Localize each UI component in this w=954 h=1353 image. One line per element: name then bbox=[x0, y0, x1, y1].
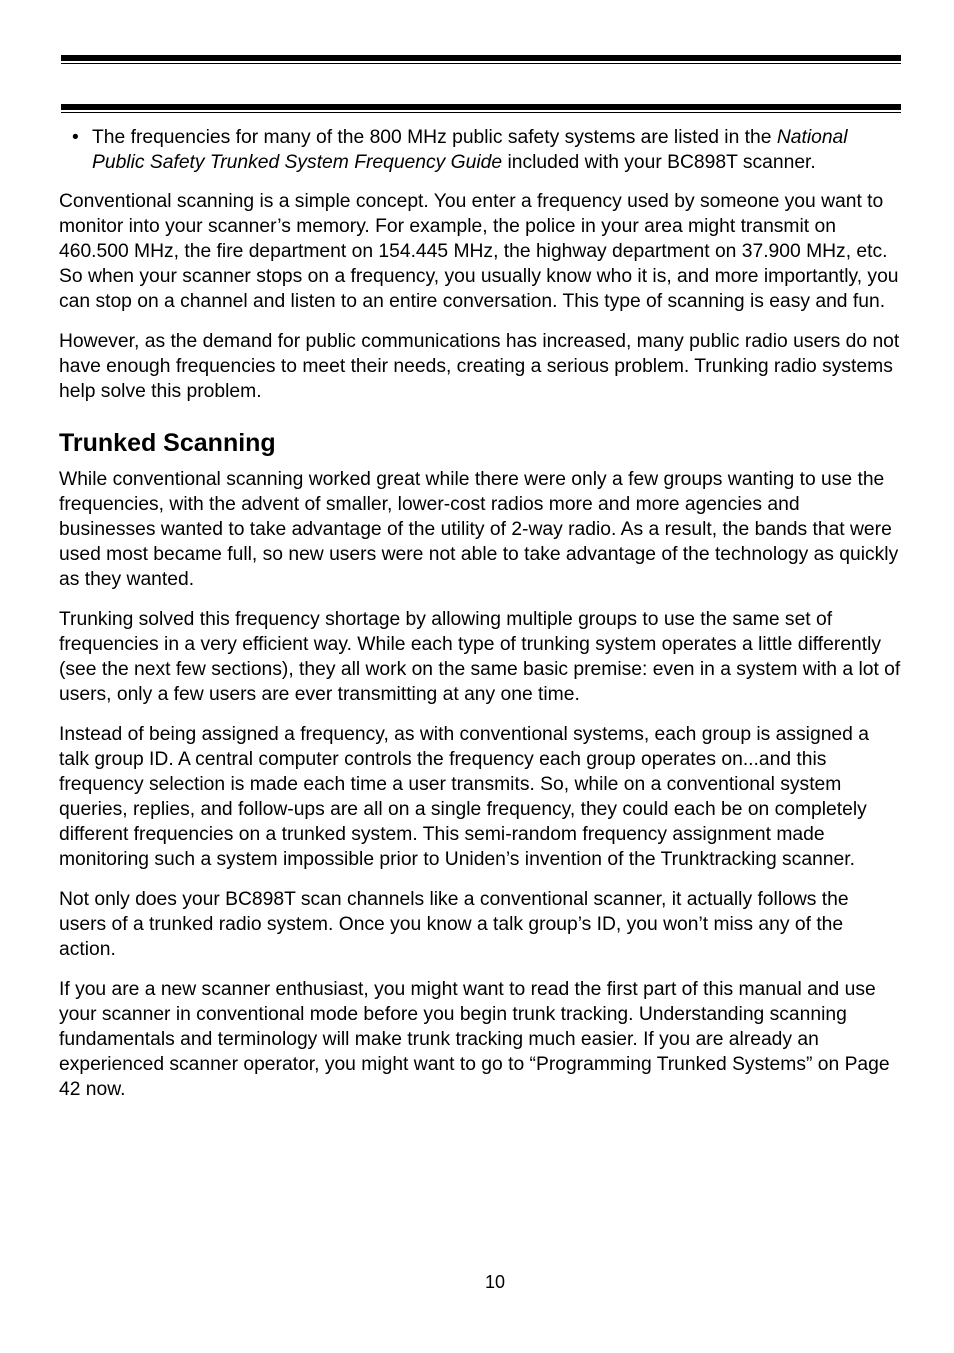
intro-paragraph-2: However, as the demand for public communications has increased, many public radio users do not have enough frequencies to meet their needs, creating a serious problem. Trunking radio systems help solve this problem. bbox=[59, 331, 900, 402]
header-rule-second bbox=[61, 104, 901, 113]
header-rule-top bbox=[61, 55, 901, 64]
page-number: 10 bbox=[484, 1272, 506, 1292]
page-content bbox=[59, 125, 901, 1117]
section-paragraph-5: If you are a new scanner enthusiast, you might want to read the first part of this manual and use your scanner in conventional mode before you begin trunk tracking. Understanding scanning fundamentals and terminology will make trunk tracking much easier. If you are already an experienced scanner operator, you might want to go to “Programming Trunked Systems” on Page 42 now. bbox=[59, 979, 890, 1100]
bullet-text-after: included with your BC898T scanner. bbox=[502, 152, 816, 173]
section-paragraph-3: Instead of being assigned a frequency, as with conventional systems, each group is assigned a talk group ID. A central computer controls the frequency each group operates on...and this frequency selection is made each time a user transmits. So, while on a conventional system queries, replies, and follow-ups are all on a single frequency, they could each be on completely different frequencies on a trunked system. This semi-random frequency assignment made monitoring such a system impossible prior to Uniden’s invention of the Trunktracking scanner. bbox=[59, 724, 869, 870]
section-paragraph-4: Not only does your BC898T scan channels like a conventional scanner, it actually follows the users of a trunked radio system. Once you know a talk group’s ID, you won’t miss any of the action. bbox=[59, 889, 849, 960]
section-paragraph-2: Trunking solved this frequency shortage by allowing multiple groups to use the same set of frequencies in a very efficient way. While each type of trunking system operates a little differently (see the next few sections), they all work on the same basic premise: even in a system with a lot of users, only a few users are ever transmitting at any one time. bbox=[59, 609, 901, 705]
section-paragraph-1: While conventional scanning worked great while there were only a few groups wanting to use the frequencies, with the advent of smaller, lower-cost radios more and more agencies and businesses wanted to take advantage of the utility of 2-way radio. As a result, the bands that were used most became full, so new users were not able to take advantage of the technology as quickly as they wanted. bbox=[59, 469, 899, 590]
section-heading: Trunked Scanning bbox=[59, 429, 276, 457]
intro-paragraph-1: Conventional scanning is a simple concept. You enter a frequency used by someone you want to monitor into your scanner’s memory. For example, the police in your area might transmit on 460.500 MHz, the fire department on 154.445 MHz, the highway department on 37.900 MHz, etc. So when your scanner stops on a frequency, you usually know who it is, and more importantly, you can stop on a channel and listen to an entire conversation. This type of scanning is easy and fun. bbox=[59, 191, 899, 312]
bullet-item bbox=[59, 125, 901, 175]
guide-title: National Public Safety Trunked System Frequency Guide bbox=[92, 127, 848, 173]
bullet-marker: • bbox=[72, 127, 79, 148]
bullet-text-before: The frequencies for many of the 800 MHz public safety systems are listed in the bbox=[92, 127, 777, 148]
